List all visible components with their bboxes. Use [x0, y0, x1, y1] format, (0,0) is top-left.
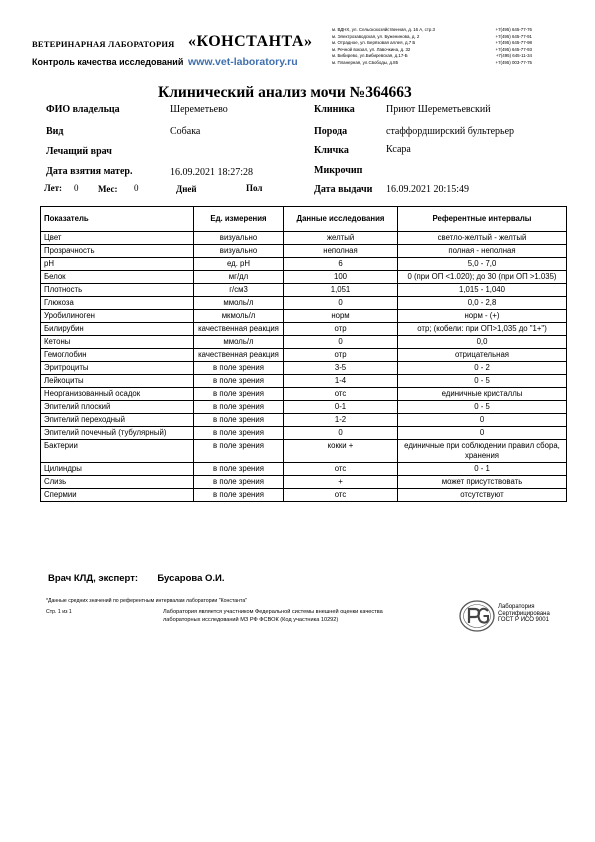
result-cell: 1,051: [284, 284, 398, 297]
reference-cell: 0 - 5: [398, 375, 567, 388]
table-row: [41, 388, 567, 401]
reference-cell: 0,0 - 2,8: [398, 297, 567, 310]
result-cell: отр: [284, 323, 398, 336]
reference-cell: 0: [398, 414, 567, 427]
parameter-cell: Белок: [41, 271, 194, 284]
result-cell: 100: [284, 271, 398, 284]
table-row: [41, 245, 567, 258]
table-row: [41, 258, 567, 271]
result-cell: кокки +: [284, 440, 398, 463]
unit-cell: визуально: [194, 245, 284, 258]
result-cell: отс: [284, 489, 398, 502]
breed-value: стаффордширский бультерьер: [386, 126, 515, 137]
fsvok-note-line: Лаборатория является участником Федеральной системы внешней оценки качества: [163, 609, 383, 615]
doctor-label: Лечащий врач: [46, 146, 112, 157]
unit-cell: в поле зрения: [194, 476, 284, 489]
result-cell: 3-5: [284, 362, 398, 375]
unit-cell: качественная реакция: [194, 349, 284, 362]
reference-cell: светло-желтый - желтый: [398, 232, 567, 245]
address-text: м. ВДНХ, ул. Сельскохозяйственная, д. 16 А, стр.3: [332, 27, 435, 32]
result-cell: 0-1: [284, 401, 398, 414]
species-label: Вид: [46, 126, 64, 137]
unit-cell: в поле зрения: [194, 388, 284, 401]
reference-cell: единичные при соблюдении правил сбора, хранения: [398, 440, 567, 463]
owner-value: Шереметьево: [170, 104, 228, 115]
reference-cell: 0 (при ОП <1.020); до 30 (при ОП >1.035): [398, 271, 567, 284]
unit-cell: г/см3: [194, 284, 284, 297]
address-phone: +7(495) 645-77-91: [495, 33, 532, 39]
address-text: м. Планерная, ул.Свободы, д.85: [332, 59, 399, 65]
table-row: [41, 310, 567, 323]
unit-cell: ммоль/л: [194, 297, 284, 310]
reference-cell: единичные кристаллы: [398, 388, 567, 401]
issue-date-label: Дата выдачи: [314, 184, 373, 195]
unit-cell: качественная реакция: [194, 323, 284, 336]
breed-label: Порода: [314, 126, 348, 137]
table-row: [41, 489, 567, 502]
certification-text: [498, 604, 550, 624]
parameter-cell: Цвет: [41, 232, 194, 245]
table-row: [41, 232, 567, 245]
nickname-label: Кличка: [314, 145, 349, 156]
results-table: [40, 206, 567, 502]
rostest-certification-icon: [458, 599, 496, 638]
table-row: [41, 427, 567, 440]
unit-cell: визуально: [194, 232, 284, 245]
parameter-cell: Плотность: [41, 284, 194, 297]
lab-prefix: ВЕТЕРИНАРНАЯ ЛАБОРАТОРИЯ: [32, 39, 175, 49]
months-value: 0: [134, 183, 139, 193]
unit-cell: в поле зрения: [194, 427, 284, 440]
result-cell: желтый: [284, 232, 398, 245]
sex-label: Пол: [246, 183, 263, 193]
reference-cell: норм - (+): [398, 310, 567, 323]
result-cell: 1-2: [284, 414, 398, 427]
parameter-cell: Эритроциты: [41, 362, 194, 375]
parameter-cell: Эпителий переходный: [41, 414, 194, 427]
parameter-cell: Прозрачность: [41, 245, 194, 258]
address-row: [332, 60, 532, 67]
table-row: [41, 440, 567, 463]
certification-line: Сертифицирована: [498, 610, 550, 617]
result-cell: 0: [284, 297, 398, 310]
parameter-cell: Гемоглобин: [41, 349, 194, 362]
unit-cell: в поле зрения: [194, 463, 284, 476]
fsvok-note-line: лабораторных исследований МЗ РФ ФСВОК (Код участника 10292): [163, 616, 339, 623]
parameter-cell: Слизь: [41, 476, 194, 489]
reference-cell: 0 - 5: [398, 401, 567, 414]
unit-cell: мг/дл: [194, 271, 284, 284]
signature-role: Врач КЛД, эксперт:: [48, 573, 139, 584]
column-header-result: Данные исследования: [284, 207, 398, 232]
parameter-cell: Билирубин: [41, 323, 194, 336]
result-cell: отс: [284, 463, 398, 476]
address-phone: +7(495) 645-77-98: [495, 40, 532, 46]
nickname-value: Ксара: [386, 144, 411, 155]
lab-name: «КОНСТАНТА»: [188, 33, 313, 50]
unit-cell: ммоль/л: [194, 336, 284, 349]
result-cell: 6: [284, 258, 398, 271]
footnote: *Данные средних значений по референтным интервалам лаборатории "Константа": [46, 598, 248, 604]
sample-date-label: Дата взятия матер.: [46, 166, 133, 177]
parameter-cell: Эпителий плоский: [41, 401, 194, 414]
table-row: [41, 336, 567, 349]
table-row: [41, 401, 567, 414]
page-number: Стр. 1 из 1: [46, 609, 72, 615]
address-row: [332, 53, 532, 60]
parameter-cell: Эпителий почечный (тубулярный): [41, 427, 194, 440]
reference-cell: 5,0 - 7,0: [398, 258, 567, 271]
address-phone: +7(495) 645-11-34: [495, 53, 532, 59]
table-row: [41, 476, 567, 489]
microchip-label: Микрочип: [314, 165, 363, 176]
address-phone: +7(495) 645-77-93: [495, 46, 532, 52]
parameter-cell: Неорганизованный осадок: [41, 388, 194, 401]
result-cell: 0: [284, 427, 398, 440]
table-row: [41, 349, 567, 362]
sample-date-value: 16.09.2021 18:27:28: [170, 167, 254, 178]
reference-cell: 0 - 2: [398, 362, 567, 375]
years-label: Лет:: [44, 183, 63, 193]
table-row: [41, 463, 567, 476]
table-row: [41, 375, 567, 388]
table-row: [41, 323, 567, 336]
reference-cell: 0 - 1: [398, 463, 567, 476]
result-cell: отр: [284, 349, 398, 362]
parameter-cell: Глюкоза: [41, 297, 194, 310]
table-row: [41, 362, 567, 375]
unit-cell: в поле зрения: [194, 375, 284, 388]
table-header-row: [41, 207, 567, 232]
table-row: [41, 414, 567, 427]
parameter-cell: Кетоны: [41, 336, 194, 349]
owner-label: ФИО владельца: [46, 104, 120, 115]
reference-cell: 0,0: [398, 336, 567, 349]
months-label: Мес:: [98, 184, 118, 194]
reference-cell: 0: [398, 427, 567, 440]
result-cell: отс: [284, 388, 398, 401]
species-value: Собака: [170, 126, 201, 137]
reference-cell: отр; (кобели: при ОП>1,035 до "1+"): [398, 323, 567, 336]
days-label: Дней: [176, 184, 197, 194]
result-cell: норм: [284, 310, 398, 323]
address-text: м. Электрозаводская, ул. Буженинова, д. 2: [332, 33, 420, 39]
address-list: [332, 27, 532, 67]
signature-name: Бусарова О.И.: [157, 573, 225, 584]
reference-cell: 1,015 - 1,040: [398, 284, 567, 297]
address-row: [332, 47, 532, 54]
address-text: м. Бибирево, ул.Бибиревская, д.17-Б: [332, 53, 408, 59]
address-row: [332, 27, 532, 34]
unit-cell: в поле зрения: [194, 414, 284, 427]
unit-cell: в поле зрения: [194, 362, 284, 375]
parameter-cell: Бактерии: [41, 440, 194, 463]
reference-cell: полная - неполная: [398, 245, 567, 258]
lab-website-link[interactable]: www.vet-laboratory.ru: [188, 56, 298, 68]
result-cell: неполная: [284, 245, 398, 258]
reference-cell: может присутствовать: [398, 476, 567, 489]
column-header-reference: Референтные интервалы: [398, 207, 567, 232]
certification-line: ГОСТ Р ИСО 9001: [498, 617, 549, 624]
lab-subtitle: Контроль качества исследований: [32, 57, 184, 67]
unit-cell: в поле зрения: [194, 489, 284, 502]
address-row: [332, 34, 532, 41]
table-row: [41, 271, 567, 284]
address-text: м. Речной вокзал, ул. Лавочкина, д. 32: [332, 46, 411, 52]
report-title: Клинический анализ мочи №364663: [158, 84, 412, 101]
parameter-cell: Спермии: [41, 489, 194, 502]
signature-line: [48, 573, 225, 584]
clinic-label: Клиника: [314, 104, 355, 115]
address-row: [332, 40, 532, 47]
unit-cell: в поле зрения: [194, 440, 284, 463]
years-value: 0: [74, 183, 79, 193]
unit-cell: в поле зрения: [194, 401, 284, 414]
address-phone: +7(495) 003-77-75: [495, 59, 532, 65]
result-cell: 1-4: [284, 375, 398, 388]
parameter-cell: Лейкоциты: [41, 375, 194, 388]
parameter-cell: pH: [41, 258, 194, 271]
address-text: м. Отрадное, ул. Берёзовая аллея, д.7 Б: [332, 40, 416, 46]
parameter-cell: Уробилиноген: [41, 310, 194, 323]
column-header-unit: Ед. измерения: [194, 207, 284, 232]
issue-date-value: 16.09.2021 20:15:49: [386, 184, 470, 195]
reference-cell: отсутствуют: [398, 489, 567, 502]
reference-cell: отрицательная: [398, 349, 567, 362]
table-row: [41, 297, 567, 310]
parameter-cell: Цилиндры: [41, 463, 194, 476]
column-header-parameter: Показатель: [41, 207, 194, 232]
result-cell: 0: [284, 336, 398, 349]
address-phone: +7(495) 645-77-76: [495, 27, 532, 32]
clinic-value: Приют Шереметьевский: [386, 104, 491, 115]
result-cell: +: [284, 476, 398, 489]
unit-cell: ед. pH: [194, 258, 284, 271]
fsvok-note: [163, 609, 448, 624]
table-row: [41, 284, 567, 297]
certification-line: Лаборатория: [498, 604, 535, 610]
unit-cell: мкмоль/л: [194, 310, 284, 323]
